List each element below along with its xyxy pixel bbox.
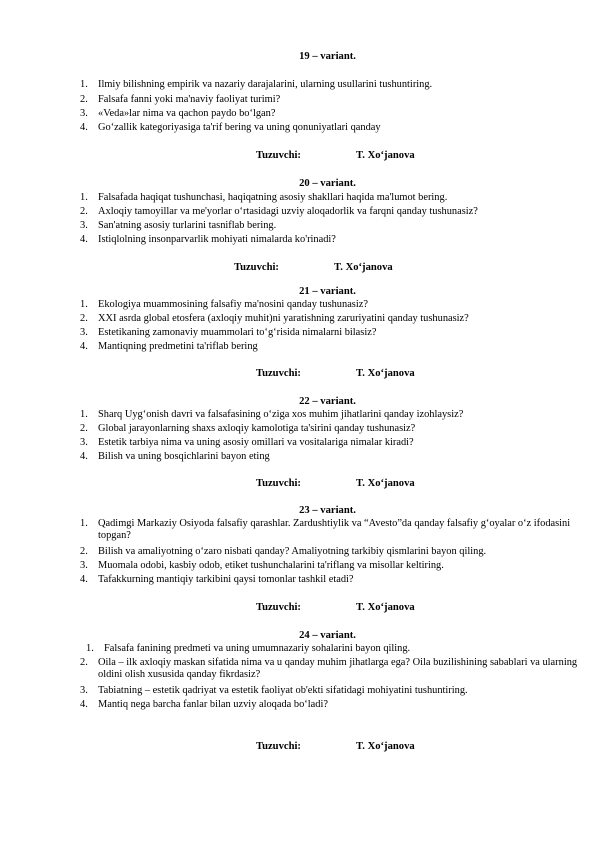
question-text: Falsafa fanining predmeti va uning umumnazariy sohalarini bayon qiling. (104, 643, 411, 654)
author-line (256, 602, 415, 614)
author-line (256, 150, 415, 162)
question-number: 4. (80, 234, 88, 245)
variant-title: 20 – variant. (299, 178, 356, 189)
question-number: 1. (80, 192, 88, 203)
question-number: 3. (80, 327, 88, 338)
question-number: 1. (80, 518, 88, 529)
author-label: Tuzuvchi: (256, 150, 301, 161)
question-number: 4. (80, 574, 88, 585)
question-text: Falsafa fanni yoki ma'naviy faoliyat turimi? (98, 94, 281, 105)
author-label: Tuzuvchi: (234, 262, 279, 273)
author-label: Tuzuvchi: (256, 741, 301, 752)
question-text: Mantiqning predmetini ta'riflab bering (98, 341, 258, 352)
question-text: Bilish va uning bosqichlarini bayon eting (98, 451, 270, 462)
question-text: Estetik tarbiya nima va uning asosiy omillari va vositalariga nimalar kiradi? (98, 437, 414, 448)
variant-title: 24 – variant. (299, 630, 356, 641)
question-number: 2. (80, 657, 88, 668)
author-line (256, 368, 415, 380)
variant-title: 22 – variant. (299, 396, 356, 407)
author-name: T. Xo‘janova (356, 368, 415, 379)
question-number: 1. (80, 409, 88, 420)
question-text: Mantiq nega barcha fanlar bilan uzviy aloqada bo‘ladi? (98, 699, 328, 710)
question-text: Oila – ilk axloqiy maskan sifatida nima va u qanday muhim jihatlarga ega? Oila buzilishining sabablari va ularning oldini olish xususida qanday fikrdasiz? (98, 657, 578, 680)
question-number: 1. (86, 643, 94, 654)
question-text: Falsafada haqiqat tushunchasi, haqiqatning asosiy shakllari haqida ma'lumot bering. (98, 192, 448, 203)
question-text: Go‘zallik kategoriyasiga ta'rif bering va uning qonuniyatlari qanday (98, 122, 381, 133)
question-text: Estetikaning zamonaviy muammolari to‘g‘risida nimalarni bilasiz? (98, 327, 377, 338)
question-text: Tafakkurning mantiqiy tarkibini qaysi tomonlar tashkil etadi? (98, 574, 354, 585)
question-number: 1. (80, 299, 88, 310)
question-number: 3. (80, 685, 88, 696)
question-text: «Veda»lar nima va qachon paydo bo‘lgan? (98, 108, 276, 119)
question-text: Ilmiy bilishning empirik va nazariy darajalarini, ularning usullarini tushuntiring. (98, 79, 433, 90)
author-line (256, 478, 415, 490)
question-text: Ekologiya muammosining falsafiy ma'nosini qanday tushunasiz? (98, 299, 368, 310)
question-number: 2. (80, 94, 88, 105)
question-number: 4. (80, 699, 88, 710)
question-number: 4. (80, 451, 88, 462)
author-label: Tuzuvchi: (256, 602, 301, 613)
author-label: Tuzuvchi: (256, 478, 301, 489)
question-number: 3. (80, 108, 88, 119)
question-number: 2. (80, 313, 88, 324)
variant-title: 21 – variant. (299, 286, 356, 297)
question-number: 2. (80, 546, 88, 557)
question-number: 2. (80, 206, 88, 217)
question-number: 1. (80, 79, 88, 90)
question-number: 4. (80, 341, 88, 352)
question-number: 3. (80, 437, 88, 448)
variant-title: 23 – variant. (299, 505, 356, 516)
variant-title: 19 – variant. (299, 51, 356, 62)
question-text: Bilish va amaliyotning o‘zaro nisbati qanday? Amaliyotning tarkibiy qismlarini bayon qiling. (98, 546, 487, 557)
author-label: Tuzuvchi: (256, 368, 301, 379)
question-text: Tabiatning – estetik qadriyat va estetik faoliyat ob'ekti sifatidagi mohiyatini tushuntiring. (98, 685, 468, 696)
question-text: Istiqlolning insonparvarlik mohiyati nimalarda ko'rinadi? (98, 234, 336, 245)
question-number: 3. (80, 560, 88, 571)
question-text: Qadimgi Markaziy Osiyoda falsafiy qarashlar. Zardushtiylik va “Avesto”da qanday falsafiy g‘oyalar o‘z ifodasini topgan? (98, 518, 571, 541)
author-line (256, 741, 415, 753)
question-text: Muomala odobi, kasbiy odob, etiket tushunchalarini ta'riflang va misollar keltiring. (98, 560, 444, 571)
author-name: T. Xo‘janova (334, 262, 393, 273)
question-number: 4. (80, 122, 88, 133)
question-number: 2. (80, 423, 88, 434)
question-text: Global jarayonlarning shaxs axloqiy kamolotiga ta'sirini qanday tushunasiz? (98, 423, 416, 434)
author-name: T. Xo‘janova (356, 741, 415, 752)
author-name: T. Xo‘janova (356, 478, 415, 489)
author-name: T. Xo‘janova (356, 602, 415, 613)
question-text: San'atning asosiy turlarini tasniflab bering. (98, 220, 277, 231)
question-text: XXI asrda global etosfera (axloqiy muhit)ni yaratishning zaruriyatini qanday tushunasiz? (98, 313, 469, 324)
author-line (234, 262, 393, 274)
question-text: Sharq Uyg‘onish davri va falsafasining o‘ziga xos muhim jihatlarini qanday izohlaysiz? (98, 409, 464, 420)
question-text: Axloqiy tamoyillar va me'yorlar o‘rtasidagi uzviy aloqadorlik va farqni qanday tushunasiz? (98, 206, 478, 217)
author-name: T. Xo‘janova (356, 150, 415, 161)
question-number: 3. (80, 220, 88, 231)
